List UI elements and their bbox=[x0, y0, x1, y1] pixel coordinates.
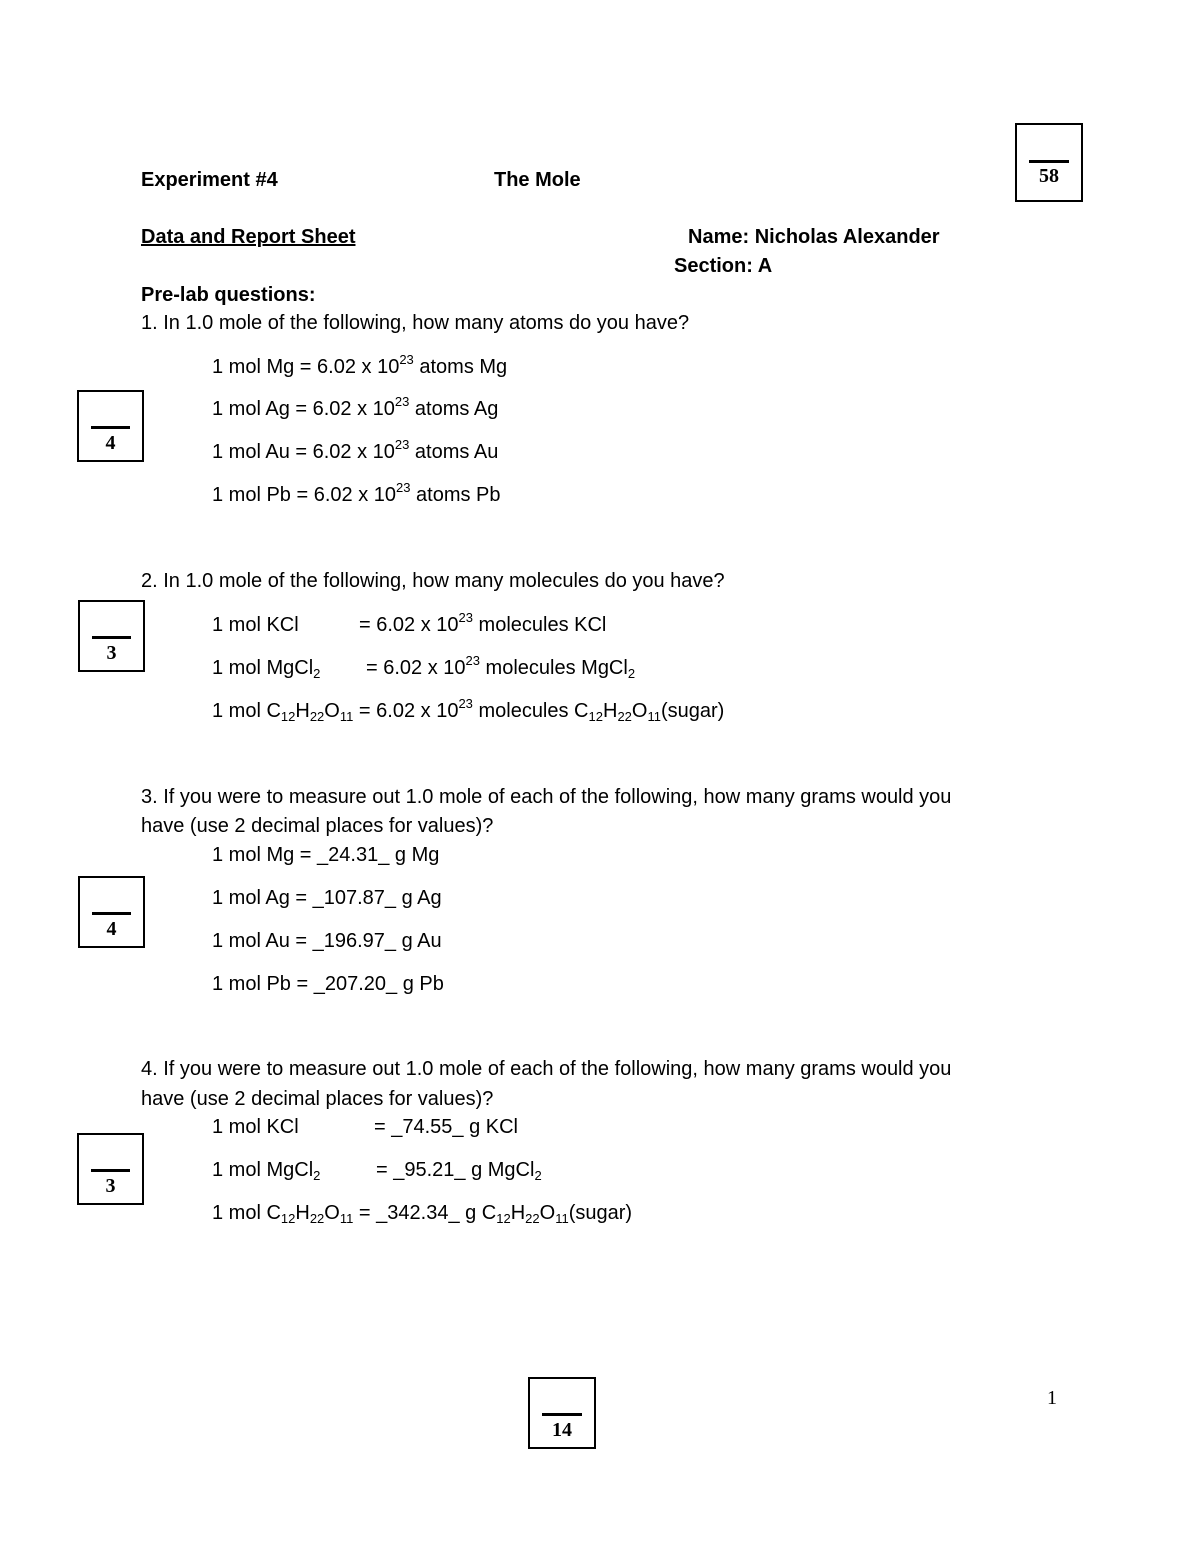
q4-answer-mgcl2: = _95.21_ g MgCl$_2$ bbox=[376, 1159, 542, 1183]
q4-answer-kcl: = _74.55_ g KCl bbox=[374, 1116, 518, 1138]
q2-answer-kcl: = 6.02 x $10^{23}$ molecules KCl bbox=[359, 610, 607, 636]
q3-score-box bbox=[78, 876, 145, 948]
sheet-label: Data and Report Sheet bbox=[141, 226, 356, 248]
q1-line-au: 1 mol Au = 6.02 x $10^{23}$ atoms Au bbox=[212, 437, 499, 463]
q1-line-pb: 1 mol Pb = 6.02 x $10^{23}$ atoms Pb bbox=[212, 480, 501, 506]
q3-line-ag: 1 mol Ag = _107.87_ g Ag bbox=[212, 887, 442, 909]
q4-label-kcl: 1 mol KCl bbox=[212, 1116, 299, 1138]
q3-prompt-line2: have (use 2 decimal places for values)? bbox=[141, 815, 494, 837]
prelab-heading: Pre-lab questions: bbox=[141, 284, 316, 306]
q3-line-au: 1 mol Au = _196.97_ g Au bbox=[212, 930, 442, 952]
score-divider bbox=[91, 426, 130, 429]
q2-line-sugar: 1 mol $C_{12}H_{22}O_{11} = 6.02$ x $10^{23}$ molecules $C_{12}H_{22}O_{11}(sugar)$ bbox=[212, 696, 725, 724]
page-score-box bbox=[528, 1377, 596, 1449]
q2-label-kcl: 1 mol KCl bbox=[212, 614, 299, 636]
q4-score: 3 bbox=[105, 1175, 116, 1197]
score-divider bbox=[91, 1169, 130, 1172]
q3-prompt-line1: 3. If you were to measure out 1.0 mole of each of the following, how many grams would you bbox=[141, 786, 952, 808]
experiment-title: The Mole bbox=[494, 169, 581, 191]
q3-line-pb: 1 mol Pb = _207.20_ g Pb bbox=[212, 973, 444, 995]
q4-score-box bbox=[77, 1133, 144, 1205]
total-score-box bbox=[1015, 123, 1083, 202]
q4-label-mgcl2: 1 mol MgCl$_2$ bbox=[212, 1159, 321, 1183]
experiment-number: Experiment #4 bbox=[141, 169, 278, 191]
section-label: Section: A bbox=[674, 255, 773, 277]
q2-answer-mgcl2: = 6.02 x $10^{23}$ molecules MgCl$_2$ bbox=[366, 653, 636, 681]
q4-prompt-line1: 4. If you were to measure out 1.0 mole of each of the following, how many grams would you bbox=[141, 1058, 952, 1080]
q2-label-mgcl2: 1 mol MgCl$_2$ bbox=[212, 657, 321, 681]
q3-line-mg: 1 mol Mg = _24.31_ g Mg bbox=[212, 844, 440, 866]
score-divider bbox=[1029, 160, 1069, 163]
score-divider bbox=[92, 636, 131, 639]
student-name: Name: Nicholas Alexander bbox=[688, 226, 940, 248]
total-score: 58 bbox=[1039, 165, 1059, 187]
q1-line-ag: 1 mol Ag = 6.02 x $10^{23}$ atoms Ag bbox=[212, 394, 499, 420]
q2-score-box bbox=[78, 600, 145, 672]
page-number: 1 bbox=[1047, 1387, 1057, 1409]
q2-score: 3 bbox=[106, 642, 117, 664]
q1-score-box bbox=[77, 390, 144, 462]
score-divider bbox=[542, 1413, 582, 1416]
score-divider bbox=[92, 912, 131, 915]
q3-score: 4 bbox=[106, 918, 117, 940]
q1-line-mg: 1 mol Mg = 6.02 x $10^{23}$ atoms Mg bbox=[212, 352, 508, 378]
q1-prompt: 1. In 1.0 mole of the following, how many atoms do you have? bbox=[141, 312, 690, 334]
q4-prompt-line2: have (use 2 decimal places for values)? bbox=[141, 1088, 494, 1110]
q4-line-sugar: 1 mol $C_{12}H_{22}O_{11}$ = _342.34_ g $C_{12}H_{22}O_{11}(sugar)$ bbox=[212, 1202, 633, 1226]
q1-score: 4 bbox=[105, 432, 116, 454]
page-score: 14 bbox=[552, 1419, 572, 1441]
q2-prompt: 2. In 1.0 mole of the following, how many molecules do you have? bbox=[141, 570, 725, 592]
